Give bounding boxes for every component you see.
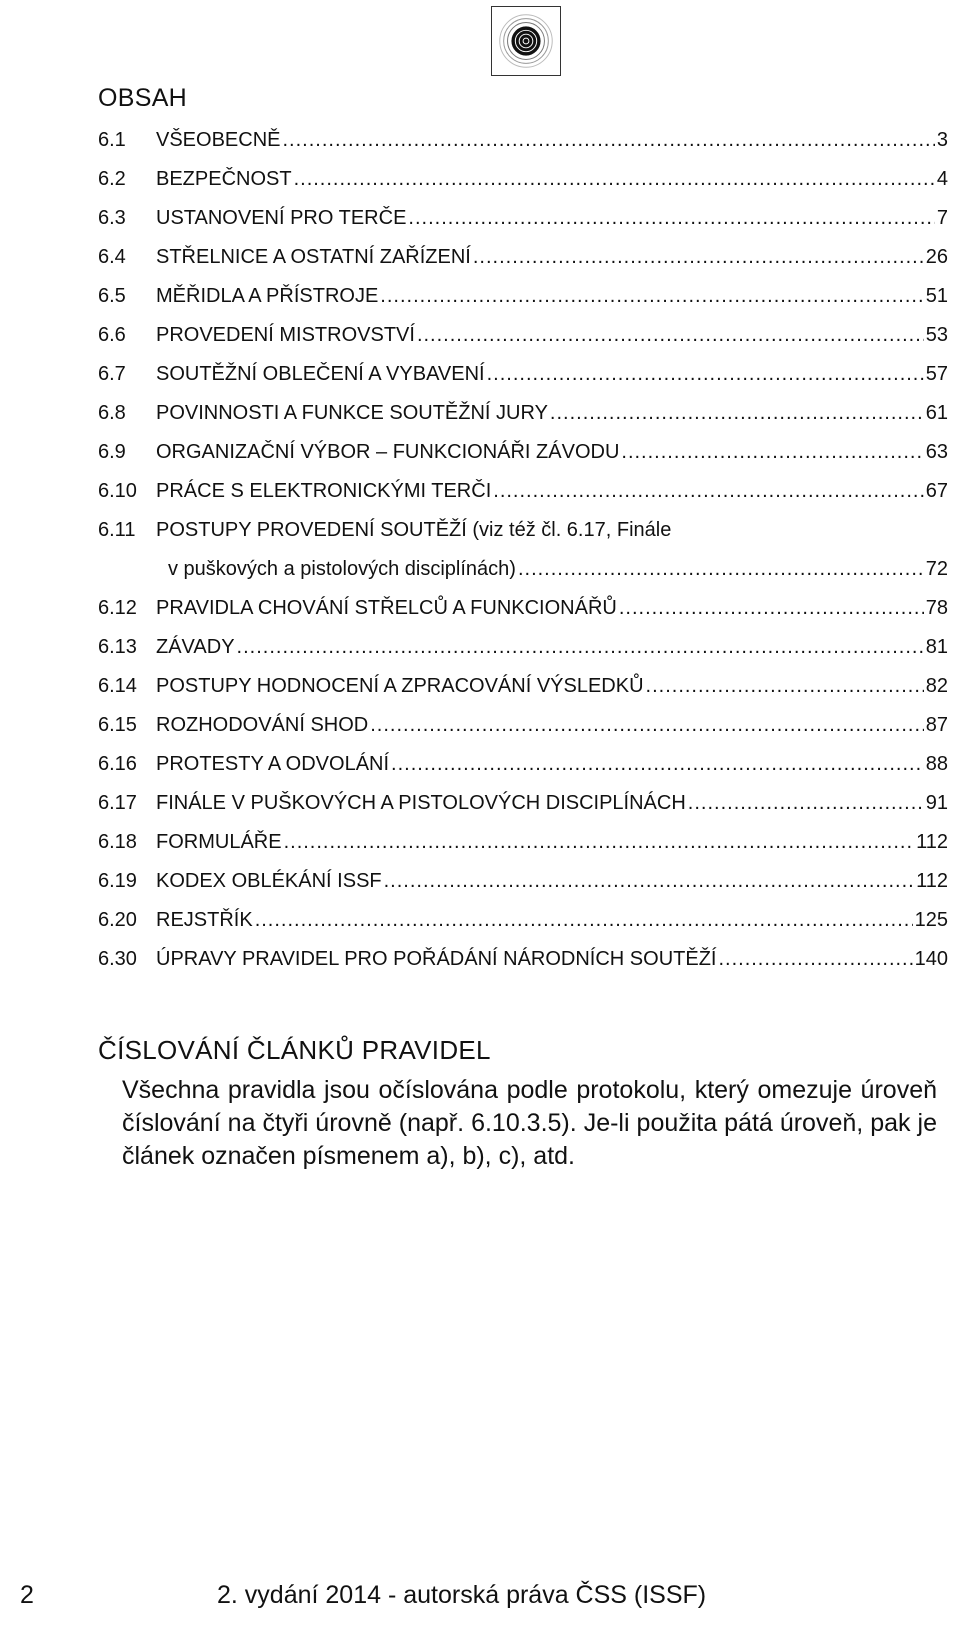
toc-leader-dots: [718, 940, 912, 979]
toc-title: OBSAH: [98, 84, 188, 112]
toc-entry[interactable]: [98, 901, 948, 940]
toc-entry-number: 6.2: [98, 168, 126, 190]
toc-entry-page: 67: [925, 480, 948, 502]
toc-entry[interactable]: [98, 706, 948, 745]
toc-leader-dots: [294, 160, 935, 199]
toc-entry-page: 4: [936, 168, 948, 190]
target-icon: [492, 7, 560, 75]
toc-entry-number: 6.10: [98, 480, 137, 502]
toc-entry[interactable]: [98, 940, 948, 979]
toc-leader-dots: [621, 433, 923, 472]
toc-entry[interactable]: [98, 511, 948, 550]
toc-entry-page: 91: [925, 792, 948, 814]
toc-entry-number: 6.12: [98, 597, 137, 619]
toc-entry-page: 26: [925, 246, 948, 268]
toc-entry-page: 72: [925, 558, 948, 580]
toc-leader-dots: [384, 862, 914, 901]
toc-entry-label: ZÁVADY: [156, 636, 235, 658]
toc-entry-label: POSTUPY HODNOCENÍ A ZPRACOVÁNÍ VÝSLEDKŮ: [156, 675, 644, 697]
toc-entry[interactable]: [98, 316, 948, 355]
toc-entry[interactable]: [98, 862, 948, 901]
toc-entry-label: FORMULÁŘE: [156, 831, 282, 853]
toc-leader-dots: [370, 706, 924, 745]
toc-entry-number: 6.30: [98, 948, 137, 970]
toc-leader-dots: [284, 823, 915, 862]
toc-entry-number: 6.18: [98, 831, 137, 853]
toc-entry-number: 6.7: [98, 363, 126, 385]
toc-entry-number: 6.11: [98, 519, 136, 541]
toc-entry[interactable]: [98, 823, 948, 862]
toc-entry-label: REJSTŘÍK: [156, 909, 253, 931]
toc-entry[interactable]: [98, 394, 948, 433]
toc-entry[interactable]: [98, 238, 948, 277]
toc-entry-page: 112: [916, 831, 948, 853]
toc-entry-page: 61: [925, 402, 948, 424]
toc-leader-dots: [473, 238, 924, 277]
toc-leader-dots: [255, 901, 913, 940]
toc-leader-dots: [487, 355, 924, 394]
toc-entry-page: 3: [936, 129, 948, 151]
toc-leader-dots: [493, 472, 923, 511]
toc-entry-number: 6.16: [98, 753, 137, 775]
toc-entry[interactable]: [98, 355, 948, 394]
toc-entry-number: 6.19: [98, 870, 137, 892]
toc-leader-dots: [619, 589, 924, 628]
toc-leader-dots: [380, 277, 923, 316]
toc-entry-label: SOUTĚŽNÍ OBLEČENÍ A VYBAVENÍ: [156, 363, 485, 385]
toc-entry-page: 125: [914, 909, 948, 931]
toc-leader-dots: [282, 121, 934, 160]
toc-entry-label: PRAVIDLA CHOVÁNÍ STŘELCŮ A FUNKCIONÁŘŮ: [156, 597, 617, 619]
toc-entry-page: 63: [925, 441, 948, 463]
toc-entry-page: 140: [914, 948, 948, 970]
toc-entry-label: BEZPEČNOST: [156, 168, 292, 190]
toc-leader-dots: [518, 550, 924, 589]
toc-entry-number: 6.1: [98, 129, 126, 151]
toc-entry-page: 51: [925, 285, 948, 307]
toc-entry-page: 112: [916, 870, 948, 892]
section-title: ČÍSLOVÁNÍ ČLÁNKŮ PRAVIDEL: [98, 1035, 491, 1065]
toc-entry-number: 6.15: [98, 714, 137, 736]
toc-entry-label: KODEX OBLÉKÁNÍ ISSF: [156, 870, 382, 892]
toc-entry[interactable]: [98, 745, 948, 784]
page-number: 2: [20, 1581, 34, 1609]
toc-entry-label: POSTUPY PROVEDENÍ SOUTĚŽÍ (viz též čl. 6.17, Finále: [156, 519, 672, 541]
toc-entry-label: ÚPRAVY PRAVIDEL PRO POŘÁDÁNÍ NÁRODNÍCH SOUTĚŽÍ: [156, 948, 717, 970]
toc-leader-dots: [417, 316, 924, 355]
toc-entry-label: MĚŘIDLA A PŘÍSTROJE: [156, 285, 379, 307]
toc-entry-page: 82: [925, 675, 948, 697]
toc-entry-label: PRÁCE S ELEKTRONICKÝMI TERČI: [156, 480, 492, 502]
section-paragraph: Všechna pravidla jsou očíslována podle protokolu, který omezuje úroveň číslování na čtyři úrovně (např. 6.10.3.5). Je-li použita pátá úroveň, pak je článek označen písmenem a), b), c), atd.: [122, 1076, 937, 1170]
toc-entry-page: 81: [925, 636, 948, 658]
toc-entry[interactable]: [98, 472, 948, 511]
toc-entry[interactable]: [98, 160, 948, 199]
toc-entry-number: 6.4: [98, 246, 126, 268]
toc-entry[interactable]: [98, 628, 948, 667]
toc-entry[interactable]: [98, 121, 948, 160]
toc-entry-page: 7: [936, 207, 948, 229]
toc-entry-page: 87: [925, 714, 948, 736]
toc-entry-label-continued: v puškových a pistolových disciplínách): [168, 558, 516, 580]
toc-entry-page: 53: [925, 324, 948, 346]
toc-entry-label: PROVEDENÍ MISTROVSTVÍ: [156, 324, 415, 346]
toc-entry-page: 78: [925, 597, 948, 619]
toc-entry-label: ORGANIZAČNÍ VÝBOR – FUNKCIONÁŘI ZÁVODU: [156, 441, 620, 463]
toc-leader-dots: [550, 394, 924, 433]
toc-entry[interactable]: [98, 199, 948, 238]
toc-entry-page: 57: [925, 363, 948, 385]
toc-entry-number: 6.20: [98, 909, 137, 931]
toc-entry-label: STŘELNICE A OSTATNÍ ZAŘÍZENÍ: [156, 246, 471, 268]
toc-leader-dots: [391, 745, 924, 784]
toc-entry-number: 6.8: [98, 402, 126, 424]
toc-entry[interactable]: [98, 784, 948, 823]
toc-entry[interactable]: [98, 277, 948, 316]
toc-entry[interactable]: [98, 433, 948, 472]
table-of-contents: [98, 121, 948, 979]
target-logo: [491, 6, 561, 76]
toc-entry-label: USTANOVENÍ PRO TERČE: [156, 207, 407, 229]
footer-text: 2. vydání 2014 - autorská práva ČSS (ISSF): [217, 1581, 707, 1609]
toc-entry-number: 6.17: [98, 792, 137, 814]
toc-entry-number: 6.9: [98, 441, 126, 463]
toc-entry-page: 88: [925, 753, 948, 775]
toc-entry-continuation[interactable]: [98, 550, 948, 589]
toc-entry-number: 6.13: [98, 636, 137, 658]
toc-entry[interactable]: [98, 667, 948, 706]
toc-entry-label: POVINNOSTI A FUNKCE SOUTĚŽNÍ JURY: [156, 402, 548, 424]
toc-entry-label: FINÁLE V PUŠKOVÝCH A PISTOLOVÝCH DISCIPLÍNÁCH: [156, 792, 686, 814]
toc-leader-dots: [688, 784, 924, 823]
toc-leader-dots: [237, 628, 924, 667]
toc-leader-dots: [646, 667, 924, 706]
toc-entry-number: 6.6: [98, 324, 126, 346]
toc-entry[interactable]: [98, 589, 948, 628]
toc-entry-number: 6.3: [98, 207, 126, 229]
toc-entry-label: VŠEOBECNĚ: [156, 129, 281, 151]
toc-leader-dots: [408, 199, 934, 238]
toc-entry-label: ROZHODOVÁNÍ SHOD: [156, 714, 369, 736]
toc-entry-number: 6.14: [98, 675, 137, 697]
toc-entry-number: 6.5: [98, 285, 126, 307]
toc-entry-label: PROTESTY A ODVOLÁNÍ: [156, 753, 390, 775]
